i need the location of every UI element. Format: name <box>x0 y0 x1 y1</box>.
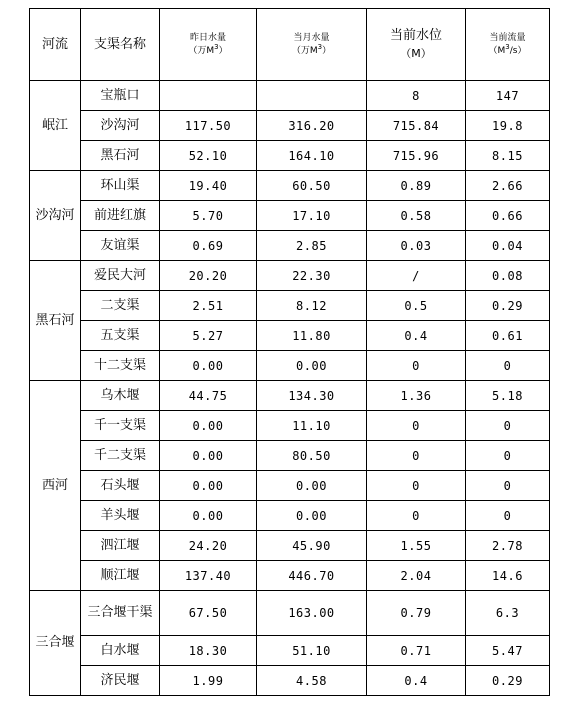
channel-name-cell: 泗江堰 <box>81 531 160 561</box>
water-level-cell: 0 <box>367 501 466 531</box>
month-volume-cell: 134.30 <box>257 381 367 411</box>
yesterday-volume-cell: 0.00 <box>160 471 257 501</box>
month-volume-cell: 60.50 <box>257 171 367 201</box>
flow-rate-cell: 14.6 <box>466 561 550 591</box>
channel-name-cell: 二支渠 <box>81 291 160 321</box>
flow-rate-cell: 0.08 <box>466 261 550 291</box>
table-row <box>30 531 550 561</box>
table-row <box>30 561 550 591</box>
channel-name-cell: 十二支渠 <box>81 351 160 381</box>
river-cell: 西河 <box>30 381 81 591</box>
month-volume-cell: 11.10 <box>257 411 367 441</box>
channel-name-cell: 白水堰 <box>81 636 160 666</box>
table-row <box>30 351 550 381</box>
water-level-cell: 0 <box>367 441 466 471</box>
table-row <box>30 111 550 141</box>
table-row <box>30 501 550 531</box>
yesterday-volume-cell: 0.69 <box>160 231 257 261</box>
month-volume-cell: 80.50 <box>257 441 367 471</box>
header-yesterday <box>160 9 257 81</box>
header-month-label: 当月水量 <box>293 32 330 43</box>
table-row <box>30 201 550 231</box>
channel-name-cell: 乌木堰 <box>81 381 160 411</box>
water-level-cell: 0 <box>367 351 466 381</box>
month-volume-cell: 164.10 <box>257 141 367 171</box>
header-row <box>30 9 550 81</box>
table-row <box>30 231 550 261</box>
channel-name-cell: 石头堰 <box>81 471 160 501</box>
channel-name-cell: 沙沟河 <box>81 111 160 141</box>
water-level-cell: 0.79 <box>367 591 466 636</box>
month-volume-cell: 0.00 <box>257 351 367 381</box>
flow-rate-cell: 0 <box>466 351 550 381</box>
yesterday-volume-cell: 67.50 <box>160 591 257 636</box>
header-level <box>367 9 466 81</box>
yesterday-volume-cell: 5.70 <box>160 201 257 231</box>
water-level-cell: 0.5 <box>367 291 466 321</box>
header-level-label: 当前水位 <box>389 27 442 43</box>
header-yesterday-unit: （万$M^3$） <box>188 42 228 56</box>
month-volume-cell: 22.30 <box>257 261 367 291</box>
table-row <box>30 261 550 291</box>
water-level-cell: 715.96 <box>367 141 466 171</box>
yesterday-volume-cell: 117.50 <box>160 111 257 141</box>
table-row <box>30 81 550 111</box>
yesterday-volume-cell <box>160 81 257 111</box>
yesterday-volume-cell: 2.51 <box>160 291 257 321</box>
channel-name-cell: 羊头堰 <box>81 501 160 531</box>
flow-rate-cell: 0 <box>466 471 550 501</box>
flow-rate-cell: 8.15 <box>466 141 550 171</box>
flow-rate-cell: 147 <box>466 81 550 111</box>
header-flow-unit: $(M^3/s)$ <box>488 42 527 56</box>
flow-rate-cell: 0 <box>466 501 550 531</box>
month-volume-cell: 446.70 <box>257 561 367 591</box>
flow-rate-cell: 0 <box>466 411 550 441</box>
water-level-cell: 0.58 <box>367 201 466 231</box>
water-level-cell: 0 <box>367 411 466 441</box>
flow-rate-cell: 6.3 <box>466 591 550 636</box>
header-channel: 支渠名称 <box>81 9 160 81</box>
table-row <box>30 411 550 441</box>
yesterday-volume-cell: 1.99 <box>160 666 257 696</box>
water-level-cell: 0 <box>367 471 466 501</box>
month-volume-cell <box>257 81 367 111</box>
table-row <box>30 321 550 351</box>
water-data-table <box>29 8 550 696</box>
river-cell: 三合堰 <box>30 591 81 696</box>
table-row <box>30 381 550 411</box>
river-cell: 岷江 <box>30 81 81 171</box>
table-row <box>30 591 550 636</box>
month-volume-cell: 0.00 <box>257 501 367 531</box>
water-level-cell: 2.04 <box>367 561 466 591</box>
channel-name-cell: 前进红旗 <box>81 201 160 231</box>
channel-name-cell: 环山渠 <box>81 171 160 201</box>
table-row <box>30 291 550 321</box>
channel-name-cell: 黑石河 <box>81 141 160 171</box>
yesterday-volume-cell: 24.20 <box>160 531 257 561</box>
water-level-cell: 0.4 <box>367 321 466 351</box>
channel-name-cell: 三合堰干渠 <box>81 591 160 636</box>
month-volume-cell: 51.10 <box>257 636 367 666</box>
month-volume-cell: 4.58 <box>257 666 367 696</box>
yesterday-volume-cell: 0.00 <box>160 351 257 381</box>
channel-name-cell: 顺江堰 <box>81 561 160 591</box>
flow-rate-cell: 2.66 <box>466 171 550 201</box>
channel-name-cell: 五支渠 <box>81 321 160 351</box>
month-volume-cell: 2.85 <box>257 231 367 261</box>
water-level-cell: 0.03 <box>367 231 466 261</box>
yesterday-volume-cell: 52.10 <box>160 141 257 171</box>
yesterday-volume-cell: 18.30 <box>160 636 257 666</box>
flow-rate-cell: 5.18 <box>466 381 550 411</box>
flow-rate-cell: 0.61 <box>466 321 550 351</box>
water-level-cell: 1.55 <box>367 531 466 561</box>
flow-rate-cell: 0.04 <box>466 231 550 261</box>
month-volume-cell: 316.20 <box>257 111 367 141</box>
channel-name-cell: 友谊渠 <box>81 231 160 261</box>
yesterday-volume-cell: 0.00 <box>160 501 257 531</box>
header-flow-label: 当前流量 <box>489 32 526 43</box>
flow-rate-cell: 0 <box>466 441 550 471</box>
table-row <box>30 666 550 696</box>
header-month-unit: （万$M^3$） <box>291 42 332 56</box>
water-level-cell: 0.4 <box>367 666 466 696</box>
table-row <box>30 141 550 171</box>
yesterday-volume-cell: 5.27 <box>160 321 257 351</box>
water-level-cell: 715.84 <box>367 111 466 141</box>
water-level-cell: 8 <box>367 81 466 111</box>
yesterday-volume-cell: 0.00 <box>160 411 257 441</box>
flow-rate-cell: 19.8 <box>466 111 550 141</box>
yesterday-volume-cell: 44.75 <box>160 381 257 411</box>
yesterday-volume-cell: 19.40 <box>160 171 257 201</box>
header-yesterday-label: 昨日水量 <box>189 32 226 43</box>
water-level-cell: 0.89 <box>367 171 466 201</box>
month-volume-cell: 0.00 <box>257 471 367 501</box>
channel-name-cell: 济民堰 <box>81 666 160 696</box>
water-level-cell: / <box>367 261 466 291</box>
month-volume-cell: 8.12 <box>257 291 367 321</box>
header-level-unit: （M） <box>400 46 432 60</box>
month-volume-cell: 17.10 <box>257 201 367 231</box>
channel-name-cell: 千一支渠 <box>81 411 160 441</box>
month-volume-cell: 45.90 <box>257 531 367 561</box>
table-row <box>30 471 550 501</box>
yesterday-volume-cell: 0.00 <box>160 441 257 471</box>
table-row <box>30 636 550 666</box>
flow-rate-cell: 0.66 <box>466 201 550 231</box>
table-row <box>30 441 550 471</box>
channel-name-cell: 爱民大河 <box>81 261 160 291</box>
yesterday-volume-cell: 20.20 <box>160 261 257 291</box>
month-volume-cell: 163.00 <box>257 591 367 636</box>
header-flow <box>466 9 550 81</box>
channel-name-cell: 千二支渠 <box>81 441 160 471</box>
water-level-cell: 0.71 <box>367 636 466 666</box>
yesterday-volume-cell: 137.40 <box>160 561 257 591</box>
water-level-cell: 1.36 <box>367 381 466 411</box>
header-month <box>257 9 367 81</box>
river-cell: 黑石河 <box>30 261 81 381</box>
channel-name-cell: 宝瓶口 <box>81 81 160 111</box>
flow-rate-cell: 5.47 <box>466 636 550 666</box>
flow-rate-cell: 2.78 <box>466 531 550 561</box>
month-volume-cell: 11.80 <box>257 321 367 351</box>
flow-rate-cell: 0.29 <box>466 666 550 696</box>
header-river: 河流 <box>30 9 81 81</box>
river-cell: 沙沟河 <box>30 171 81 261</box>
flow-rate-cell: 0.29 <box>466 291 550 321</box>
table-row <box>30 171 550 201</box>
